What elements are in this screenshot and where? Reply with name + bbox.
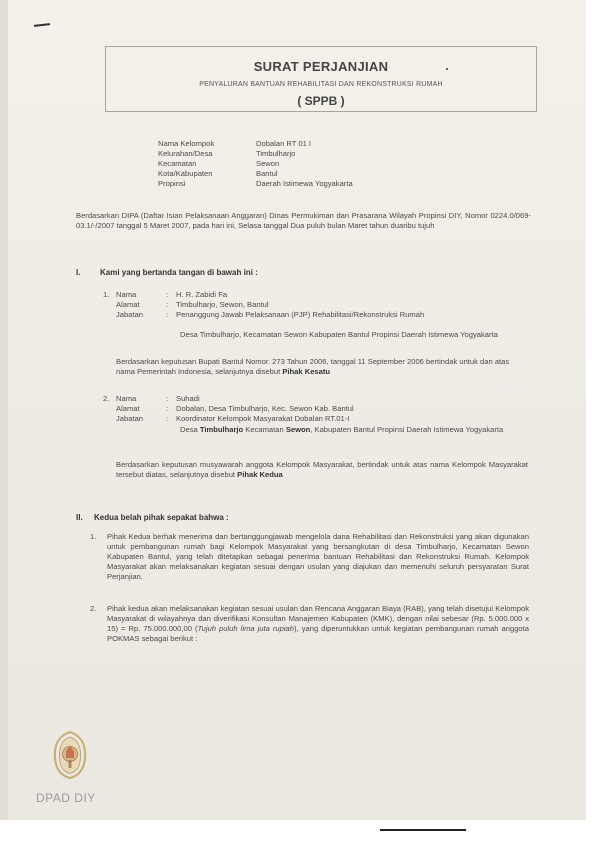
party-value: Dobalan, Desa Timbulharjo, Kec. Sewon Kab. Bantul (176, 404, 354, 413)
party-2-position-detail (180, 425, 528, 435)
ink-dot (446, 68, 448, 70)
document-subtitle: PENYALURAN BANTUAN REHABILITASI DAN REKONSTRUKSI RUMAH (199, 81, 443, 88)
party-label: Jabatan (116, 414, 144, 423)
party-label: Jabatan (116, 310, 144, 319)
party-row (116, 290, 424, 300)
party-row (116, 404, 354, 414)
info-label: Nama Kelompok (158, 139, 215, 148)
village-name: Timbulharjo (199, 425, 244, 434)
underline-mark (380, 829, 466, 831)
clause-1-text: Pihak Kedua berhak menerima dan bertanggungjawab mengelola dana Rehabilitasi dan Rekonstruksi yang akan digunakan untuk pembangunan rumah bagi Kelompok Masyarakat yang bersangkutan di desa Timbulharjo, Kecamatan Sewon Kabupaten Bantul, yang telah ditetapkan sebagai penerima bantuan Rehabilitasi dan Rekonstruksi Rumah. Kelompok Masyarakat akan melaksanakan kegiatan sesuai dengan usulan yang diajukan dan memenuhi seluruh persyaratan Surat Perjanjian. (107, 532, 529, 581)
party-label: Nama (116, 394, 137, 403)
party-2-table (116, 394, 354, 424)
party-value: H. R. Zabidi Fa (176, 290, 228, 299)
document-title: SURAT PERJANJIAN (253, 59, 389, 74)
party-2-number: 2. (103, 394, 110, 403)
title-box (105, 46, 537, 112)
document-code: ( SPPB ) (297, 94, 345, 108)
party-2-basis (116, 460, 528, 480)
party-value: Penanggung Jawab Pelaksanaan (PJP) Rehabilitasi/Rekonstruksi Rumah (176, 310, 425, 319)
party-sep: : (166, 300, 169, 309)
party-value: Suhadi (176, 394, 200, 403)
party-sep: : (166, 290, 169, 299)
party-1-position-detail: Desa Timbulharjo, Kecamatan Sewon Kabupaten Bantul Propinsi Daerah Istimewa Yogyakarta (180, 330, 498, 339)
info-value: Sewon (256, 159, 280, 168)
info-row (158, 159, 353, 169)
info-row (158, 179, 353, 189)
section-1-number: I. (76, 268, 81, 277)
party-row (116, 414, 354, 424)
party-label: Nama (116, 290, 137, 299)
info-row (158, 169, 353, 179)
party-1-table (116, 290, 424, 320)
info-row (158, 149, 353, 159)
info-label: Kelurahan/Desa (158, 149, 213, 158)
party-label: Alamat (116, 300, 140, 309)
info-label: Kota/Kabupaten (158, 169, 213, 178)
info-value: Timbulharjo (256, 149, 296, 158)
info-row (158, 139, 353, 149)
scan-margin (0, 820, 595, 842)
info-value: Bantul (256, 169, 278, 178)
party-value: Timbulharjo, Sewon, Bantul (176, 300, 269, 309)
party-2-designation: Pihak Kedua (237, 470, 283, 479)
clause-2-text (107, 604, 529, 644)
party-1-number: 1. (103, 290, 110, 299)
party-1-basis-text: Berdasarkan keputusan Bupati Bantul Nomor. 273 Tahun 2006, tanggal 11 September 2006 bertindak untuk dan atas nama Pemerintah Indonesia, selanjutnya disebut (116, 357, 510, 376)
position-text: Desa (180, 425, 200, 434)
party-row (116, 394, 354, 404)
intro-paragraph: Berdasarkan DIPA (Daftar Isian Pelaksanaan Anggaran) Dinas Permukiman dan Prasarana Wilayah Propinsi DIY, Nomor 0224.0/069-03.1/-/2007 tanggal 5 Maret 2007, pada hari ini, Selasa tanggal Dua puluh bulan Maret tahun duaribu tujuh (76, 211, 531, 230)
info-value: Dobalan RT 01 I (256, 139, 312, 148)
party-label: Alamat (116, 404, 140, 413)
party-row (116, 300, 424, 310)
party-2-basis-text: Berdasarkan keputusan musyawarah anggota Kelompok Masyarakat, bertindak untuk atas nama Kelompok Masyarakat tersebut diatas, selanjutnya disebut (116, 460, 528, 479)
section-1-heading: Kami yang bertanda tangan di bawah ini : (100, 268, 258, 277)
group-info-table (158, 139, 353, 189)
page-edge (0, 0, 8, 820)
position-text: , Kabupaten Bantul Propinsi Daerah Istimewa Yogyakarta (310, 425, 504, 434)
party-row (116, 310, 424, 320)
district-name: Sewon (285, 425, 311, 434)
clause-1-number: 1. (90, 532, 97, 541)
clause-2-text-b: ), yang diperuntukkan untuk kegiatan pembangunan rumah anggota POKMAS sebagai berikut : (107, 624, 529, 643)
party-sep: : (166, 394, 169, 403)
clause-2-number: 2. (90, 604, 97, 613)
section-2-number: II. (76, 513, 83, 522)
position-text: Kecamatan (243, 425, 286, 434)
info-value: Daerah Istimewa Yogyakarta (256, 179, 353, 188)
watermark-label: DPAD DIY (36, 791, 96, 805)
info-label: Propinsi (158, 179, 186, 188)
amount-in-words: Tujuh puluh lima juta rupiah (197, 624, 295, 633)
party-sep: : (166, 310, 169, 319)
party-sep: : (166, 414, 169, 423)
party-value: Koordinator Kelompok Masyarakat Dobalan RT.01-I (176, 414, 350, 423)
party-1-designation: Pihak Kesatu (282, 367, 331, 376)
section-2-heading: Kedua belah pihak sepakat bahwa : (94, 513, 229, 522)
party-1-basis (116, 357, 528, 377)
party-sep: : (166, 404, 169, 413)
government-seal-icon (52, 730, 88, 780)
clause-2-text-a: Pihak kedua akan melaksanakan kegiatan sesuai usulan dan Rencana Anggaran Biaya (RAB), yang telah disetujui Kelompok Masyarakat di wilayahnya dan diverifikasi Konsultan Manajemen Kabupaten (KMK), dengan nilai sebesar (Rp. 5.000.000 x 15) = Rp. 75.000.000,00 ( (107, 604, 529, 633)
info-label: Kecamatan (158, 159, 197, 168)
